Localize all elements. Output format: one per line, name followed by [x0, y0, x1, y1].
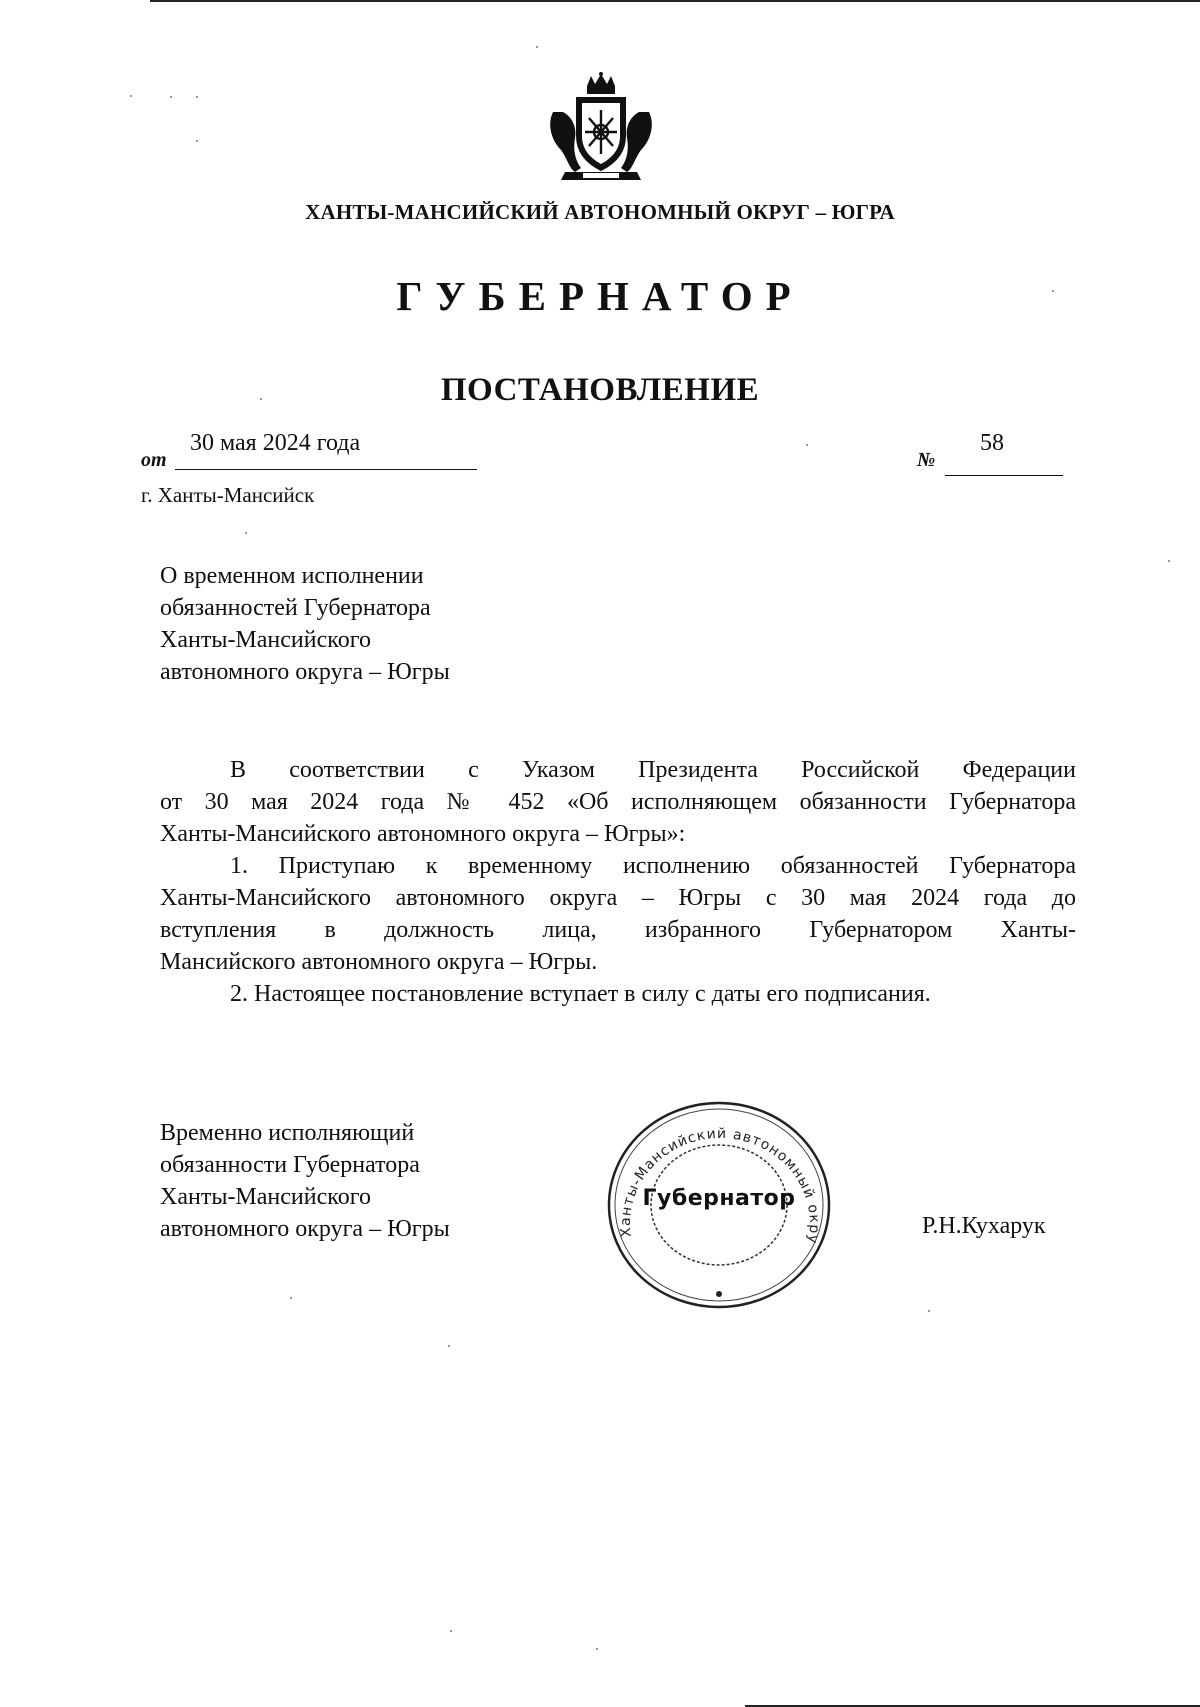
subject-line: О временном исполнении — [160, 563, 424, 589]
body-line: 1. Приступаю к временному исполнению обязанностей Губернатора — [230, 853, 1076, 879]
body-line: 2. Настоящее постановление вступает в силу с даты его подписания. — [230, 981, 931, 1007]
official-seal — [603, 1098, 835, 1312]
signer-name: Р.Н.Кухарук — [922, 1213, 1046, 1239]
scan-speck — [245, 532, 247, 534]
signer-position-line: автономного округа – Югры — [160, 1216, 450, 1242]
subject-line: автономного округа – Югры — [160, 659, 450, 685]
document-subject — [160, 560, 580, 688]
body-line: от 30 мая 2024 года № 452 «Об исполняющем обязанности Губернатора — [160, 789, 1076, 815]
scan-speck — [196, 96, 198, 98]
scan-speck — [1052, 290, 1054, 292]
scan-speck — [928, 1310, 930, 1312]
body-line: вступления в должность лица, избранного Губернатором Ханты- — [160, 917, 1076, 943]
signer-position-line: Ханты-Мансийского — [160, 1184, 371, 1210]
scan-speck — [290, 1297, 292, 1299]
scan-speck — [806, 444, 808, 446]
scan-speck — [536, 46, 538, 48]
body-line: Мансийского автономного округа – Югры. — [160, 949, 598, 975]
signer-position — [160, 1117, 580, 1245]
body-line: Ханты-Мансийского автономного округа – Югры»: — [160, 821, 686, 847]
body-line: Ханты-Мансийского автономного округа – Югры с 30 мая 2024 года до — [160, 885, 1076, 911]
authority-title: ГУБЕРНАТОР — [396, 273, 804, 319]
scan-edge-top — [150, 0, 1200, 2]
scan-speck — [596, 1648, 598, 1650]
coat-of-arms-emblem — [545, 72, 657, 184]
seal-ring-text: Ханты-Мансийский автономный окру — [617, 1125, 823, 1246]
body-line: В соответствии с Указом Президента Российской Федерации — [230, 757, 1076, 783]
region-name: ХАНТЫ-МАНСИЙСКИЙ АВТОНОМНЫЙ ОКРУГ – ЮГРА — [305, 200, 895, 224]
number-underline — [945, 475, 1063, 476]
scan-speck — [130, 95, 132, 97]
document-date: 30 мая 2024 года — [190, 430, 361, 456]
svg-text:Ханты-Мансийский автономный ок — [603, 1098, 822, 1245]
signer-position-line: обязанности Губернатора — [160, 1152, 420, 1178]
number-label: № — [917, 449, 936, 471]
seal-center-text: Губернатор — [642, 1186, 796, 1211]
document-number: 58 — [980, 430, 1004, 456]
crown-icon — [587, 72, 615, 94]
city: г. Ханты-Мансийск — [141, 483, 315, 507]
document-type: ПОСТАНОВЛЕНИЕ — [440, 372, 760, 408]
scan-speck — [260, 398, 262, 400]
scan-speck — [196, 140, 198, 142]
scan-speck — [170, 96, 172, 98]
date-underline — [175, 469, 477, 470]
subject-line: Ханты-Мансийского — [160, 627, 371, 653]
subject-line: обязанностей Губернатора — [160, 595, 431, 621]
scan-speck — [450, 1630, 452, 1632]
scan-speck — [1168, 560, 1170, 562]
signer-position-line: Временно исполняющий — [160, 1120, 415, 1146]
document-body — [160, 754, 1076, 1010]
date-label: от — [141, 449, 167, 471]
scan-speck — [448, 1345, 450, 1347]
